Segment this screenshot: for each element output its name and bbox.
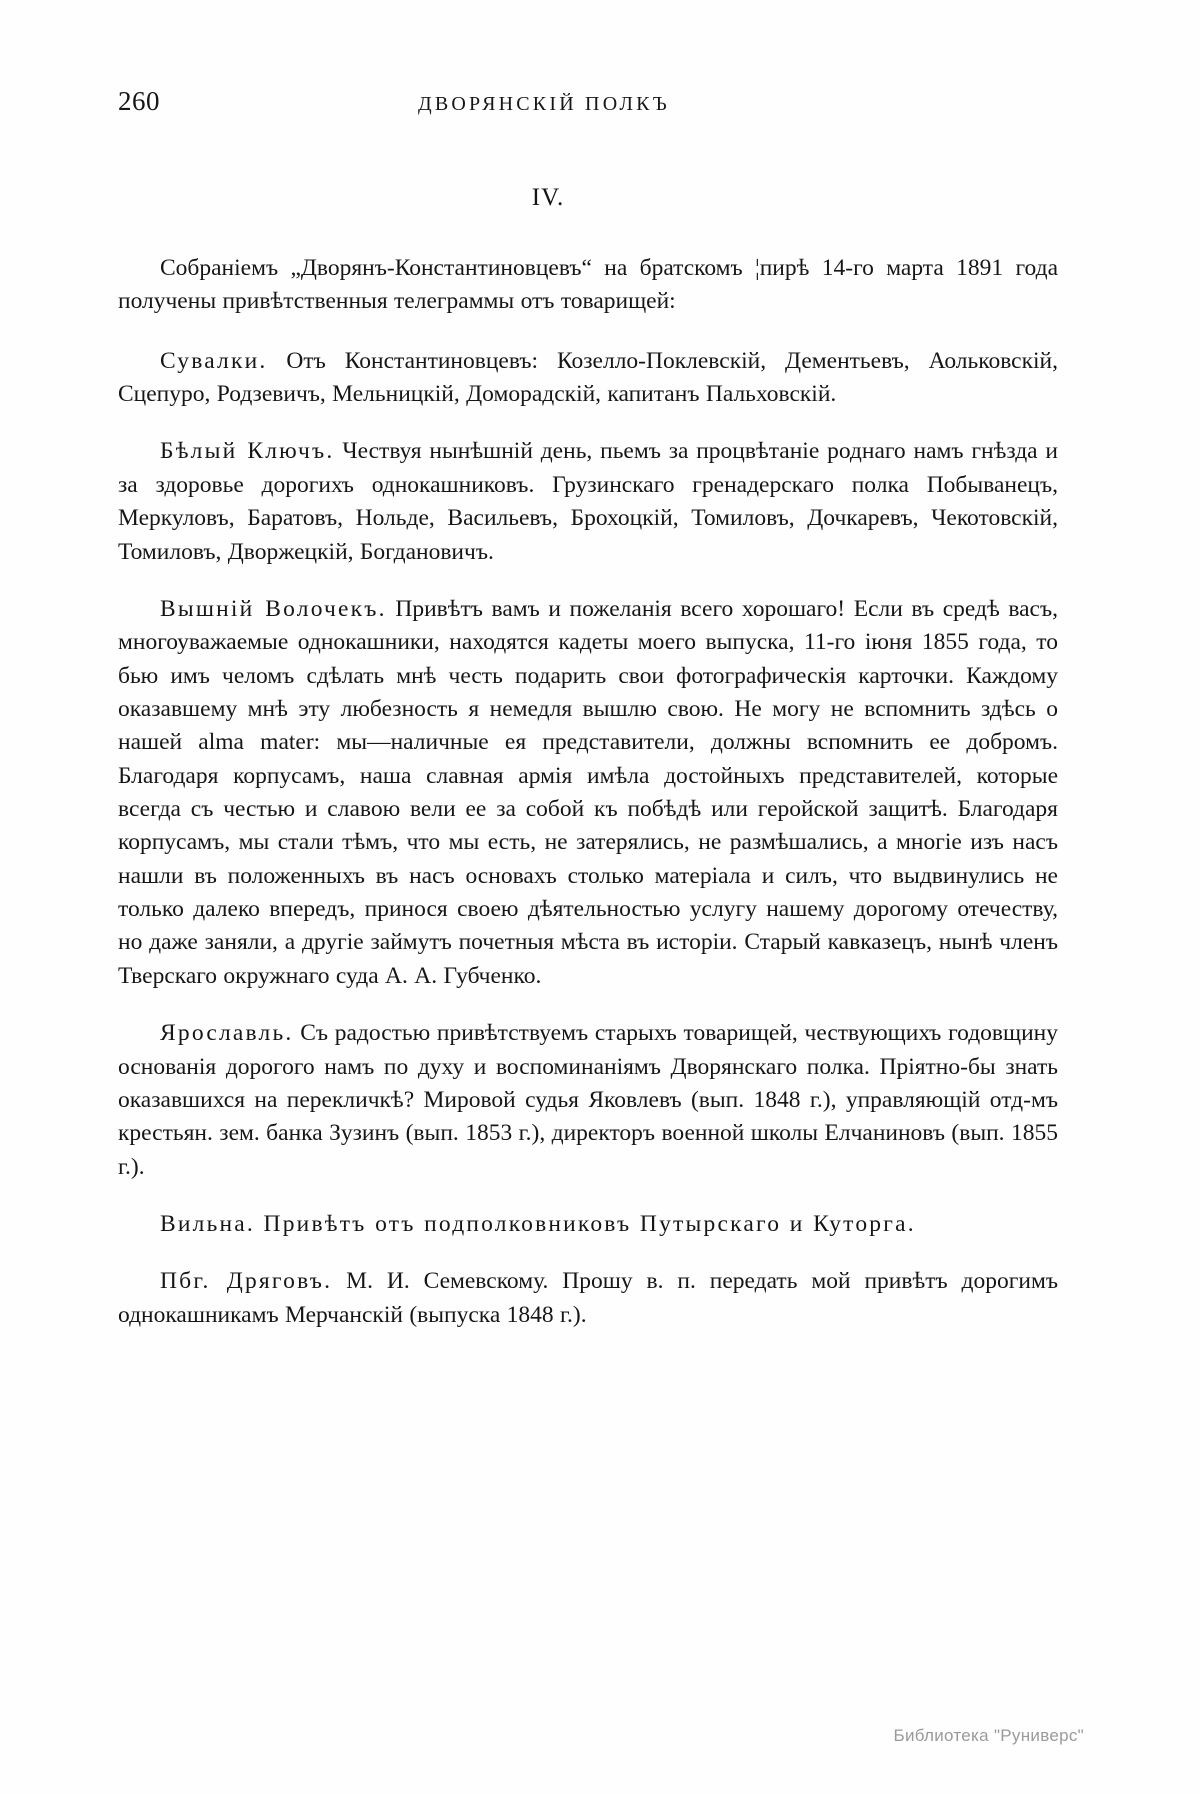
telegram-paragraph: [118, 1265, 1058, 1332]
section-number: IV.: [531, 184, 565, 211]
telegram-text: Привѣтъ вамъ и пожеланія всего хорошаго! Если въ средѣ васъ, многоуважаемые однокашники, находятся кадеты моего выпуска, 11-го іюня 1855 года, то бью имъ челомъ сдѣлать мнѣ честь подарить свои фотографическія карточки. Каждому оказавшему мнѣ эту любезность я немедля вышлю свою. Не могу не вспомнить здѣсь о нашей alma mater: мы—наличные ея представители, должны вспомнить ее добромъ. Благодаря корпусамъ, наша славная армія имѣла достойныхъ представителей, которые всегда съ честью и славою вели ее за собой къ побѣдѣ или геройской защитѣ. Благодаря корпусамъ, мы стали тѣмъ, что мы есть, не затерялись, не размѣшались, а многіе изъ насъ нашли въ положенныхъ въ насъ основахъ столько матеріала и силъ, что выдвинулись не только далеко впередъ, принося своею дѣятельностью услугу нашему дорогому отечеству, но даже заняли, а другіе займутъ почетныя мѣста въ исторіи. Старый кавказецъ, нынѣ членъ Тверскаго окружнаго суда А. А. Губченко.: [118, 595, 1058, 989]
library-watermark: Библиотека "Руниверс": [893, 1726, 1084, 1745]
telegram-origin: Ярославль.: [160, 1020, 294, 1047]
telegram-origin: Сувалки.: [160, 347, 268, 374]
telegram-origin: Бѣлый Ключъ.: [160, 438, 335, 465]
page-number: 260: [118, 86, 160, 116]
telegram-text: Отъ Константиновцевъ: Козелло-Поклевскій, Дементьевъ, Аольковскій, Сцепуро, Родзевичъ, Мельницкій, Доморадскій, капитанъ Пальховскій.: [118, 347, 1058, 408]
telegram-origin: Пбг. Дряговъ.: [160, 1268, 333, 1295]
telegram-paragraph: [118, 593, 1058, 993]
telegram-origin: Вышній Волочекъ.: [160, 595, 387, 622]
running-head: ДВОРЯНСКІЙ ПОЛКЪ: [418, 93, 670, 115]
page-content: [118, 86, 1058, 1356]
telegram-text: М. И. Семевскому. Прошу в. п. передать мой привѣтъ дорогимъ однокашникамъ Мерчанскій (выпуска 1848 г.).: [118, 1268, 1058, 1328]
page-header: [118, 86, 1058, 126]
telegram-paragraph: [118, 1208, 1058, 1241]
telegram-paragraph: [118, 435, 1058, 568]
telegram-text: Привѣтъ отъ подполковниковъ Путырскаго и Куторга.: [254, 1210, 916, 1237]
telegram-origin: Вильна.: [160, 1210, 255, 1237]
intro-paragraph: Собраніемъ „Дворянъ-Константиновцевъ“ на братскомъ ¦пирѣ 14-го марта 1891 года получены привѣтственныя телеграммы отъ товарищей:: [118, 255, 1058, 315]
telegram-text: Чествуя нынѣшній день, пьемъ за процвѣтаніе роднаго намъ гнѣзда и за здоровье дорогихъ однокашниковъ. Грузинскаго гренадерскаго полка Побыванецъ, Меркуловъ, Баратовъ, Нольде, Васильевъ, Брохоцкій, Томиловъ, Дочкаревъ, Чекотовскій, Томиловъ, Дворжецкій, Богдановичъ.: [118, 438, 1059, 565]
telegram-text: Съ радостью привѣтствуемъ старыхъ товарищей, чествующихъ годовщину основанія дорогого намъ по духу и воспоминаніямъ Дворянскаго полка. Пріятно-бы знать оказавшихся на перекличкѣ? Мировой судья Яковлевъ (вып. 1848 г.), управляющій отд-мъ крестьян. зем. банка Зузинъ (вып. 1853 г.), директоръ военной школы Елчаниновъ (вып. 1855 г.).: [118, 1020, 1058, 1180]
telegram-paragraph: [118, 1017, 1058, 1184]
telegram-paragraph: [118, 345, 1058, 412]
